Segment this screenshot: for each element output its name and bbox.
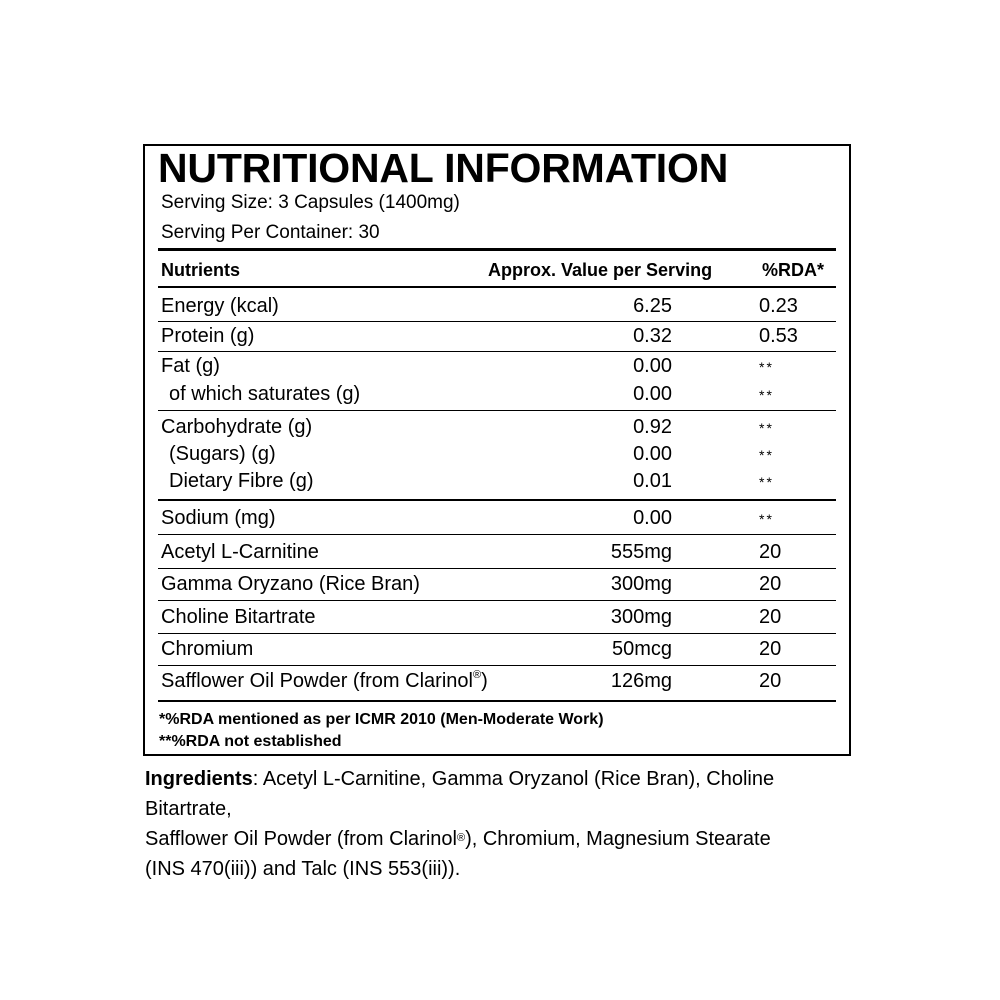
header-approx-value: Approx. Value per Serving xyxy=(488,260,713,280)
nutrient-name: Sodium (mg) xyxy=(161,507,276,529)
table-row xyxy=(158,469,836,495)
closing-paren: ) xyxy=(481,670,488,692)
nutrient-name: Gamma Oryzano (Rice Bran) xyxy=(161,573,420,595)
nutrient-name: Carbohydrate (g) xyxy=(161,416,313,438)
nutrient-name: Choline Bitartrate xyxy=(161,606,316,628)
ingredients-colon: : xyxy=(252,768,259,790)
ingredients-text-2a: Safflower Oil Powder (from Clarinol xyxy=(145,828,457,850)
table-row xyxy=(158,572,836,598)
nutrient-name: Chromium xyxy=(161,638,254,660)
nutrient-rda: 20 xyxy=(759,638,782,660)
nutrient-value: 0.00 xyxy=(633,443,672,465)
nutrient-value: 300mg xyxy=(610,606,672,628)
nutrient-value: 126mg xyxy=(610,670,672,692)
table-row xyxy=(158,294,836,320)
nutrient-name: (Sugars) (g) xyxy=(169,443,276,465)
table-row xyxy=(158,442,836,468)
divider-header xyxy=(158,286,836,288)
nutrient-rda: ** xyxy=(759,387,774,403)
nutrient-name: Acetyl L-Carnitine xyxy=(161,541,319,563)
table-row xyxy=(158,354,836,380)
table-row xyxy=(158,415,836,441)
ingredients-block xyxy=(145,764,865,884)
nutrient-rda: 20 xyxy=(759,573,782,595)
table-row xyxy=(158,605,836,631)
nutrient-name: Energy (kcal) xyxy=(161,295,279,317)
row-divider xyxy=(158,665,836,666)
row-divider xyxy=(158,410,836,411)
nutrient-value: 6.25 xyxy=(633,295,672,317)
nutrient-value: 0.32 xyxy=(633,325,672,347)
ingredients-line-1 xyxy=(145,764,865,824)
table-row xyxy=(158,382,836,408)
ingredients-line-3: (INS 470(iii)) and Talc (INS 553(iii)). xyxy=(145,858,461,880)
ingredients-text-1: Acetyl L-Carnitine, Gamma Oryzanol (Rice Bran), Choline Bitartrate, xyxy=(145,768,775,820)
ingredients-text-2b: ), Chromium, Magnesium Stearate xyxy=(465,828,771,850)
nutrient-rda: 20 xyxy=(759,670,782,692)
table-row xyxy=(158,637,836,663)
nutrient-rda: ** xyxy=(759,359,774,375)
servings-per-container: Serving Per Container: 30 xyxy=(161,222,380,243)
nutrient-value: 0.01 xyxy=(633,470,672,492)
nutrient-rda: ** xyxy=(759,447,774,463)
nutrient-value: 0.00 xyxy=(633,507,672,529)
nutrition-label xyxy=(143,144,851,756)
table-row xyxy=(158,324,836,350)
nutrient-value: 0.92 xyxy=(633,416,672,438)
serving-size: Serving Size: 3 Capsules (1400mg) xyxy=(161,192,460,213)
nutrient-value: 0.00 xyxy=(633,383,672,405)
nutrient-name: Fat (g) xyxy=(161,355,220,377)
nutrition-label-inner xyxy=(158,146,836,754)
registered-mark: ® xyxy=(472,669,482,681)
nutrient-value: 50mcg xyxy=(611,638,672,660)
nutrient-rda: ** xyxy=(759,420,774,436)
nutrient-name: of which saturates (g) xyxy=(169,383,361,405)
nutrient-rda: 0.23 xyxy=(759,295,798,317)
row-divider xyxy=(158,351,836,352)
header-nutrients: Nutrients xyxy=(161,260,241,280)
table-row xyxy=(158,669,836,695)
divider-sodium xyxy=(158,499,836,501)
nutrient-name-text: Safflower Oil Powder (from Clarinol xyxy=(161,670,473,692)
row-divider xyxy=(158,321,836,322)
divider-top xyxy=(158,248,836,251)
nutrient-rda: 20 xyxy=(759,606,782,628)
nutrient-rda: ** xyxy=(759,474,774,490)
nutrient-rda: 20 xyxy=(759,541,782,563)
nutrient-value: 300mg xyxy=(610,573,672,595)
nutrient-name xyxy=(161,670,488,693)
row-divider xyxy=(158,633,836,634)
registered-mark: ® xyxy=(456,832,466,844)
nutrient-value: 555mg xyxy=(610,541,672,563)
ingredients-label: Ingredients xyxy=(145,768,253,790)
table-row xyxy=(158,540,836,566)
nutrient-name: Dietary Fibre (g) xyxy=(169,470,314,492)
footnote-rda: *%RDA mentioned as per ICMR 2010 (Men-Moderate Work) xyxy=(159,711,604,728)
nutrient-value: 0.00 xyxy=(633,355,672,377)
footnote-not-established: **%RDA not established xyxy=(159,733,342,750)
nutrient-rda: 0.53 xyxy=(759,325,798,347)
nutrient-rda: ** xyxy=(759,511,774,527)
divider-bottom xyxy=(158,700,836,702)
table-row xyxy=(158,506,836,532)
header-rda: %RDA* xyxy=(762,260,825,280)
nutrient-name: Protein (g) xyxy=(161,325,255,347)
ingredients-line-2 xyxy=(145,824,865,854)
row-divider xyxy=(158,534,836,535)
row-divider xyxy=(158,568,836,569)
label-title: NUTRITIONAL INFORMATION xyxy=(158,145,729,191)
row-divider xyxy=(158,600,836,601)
